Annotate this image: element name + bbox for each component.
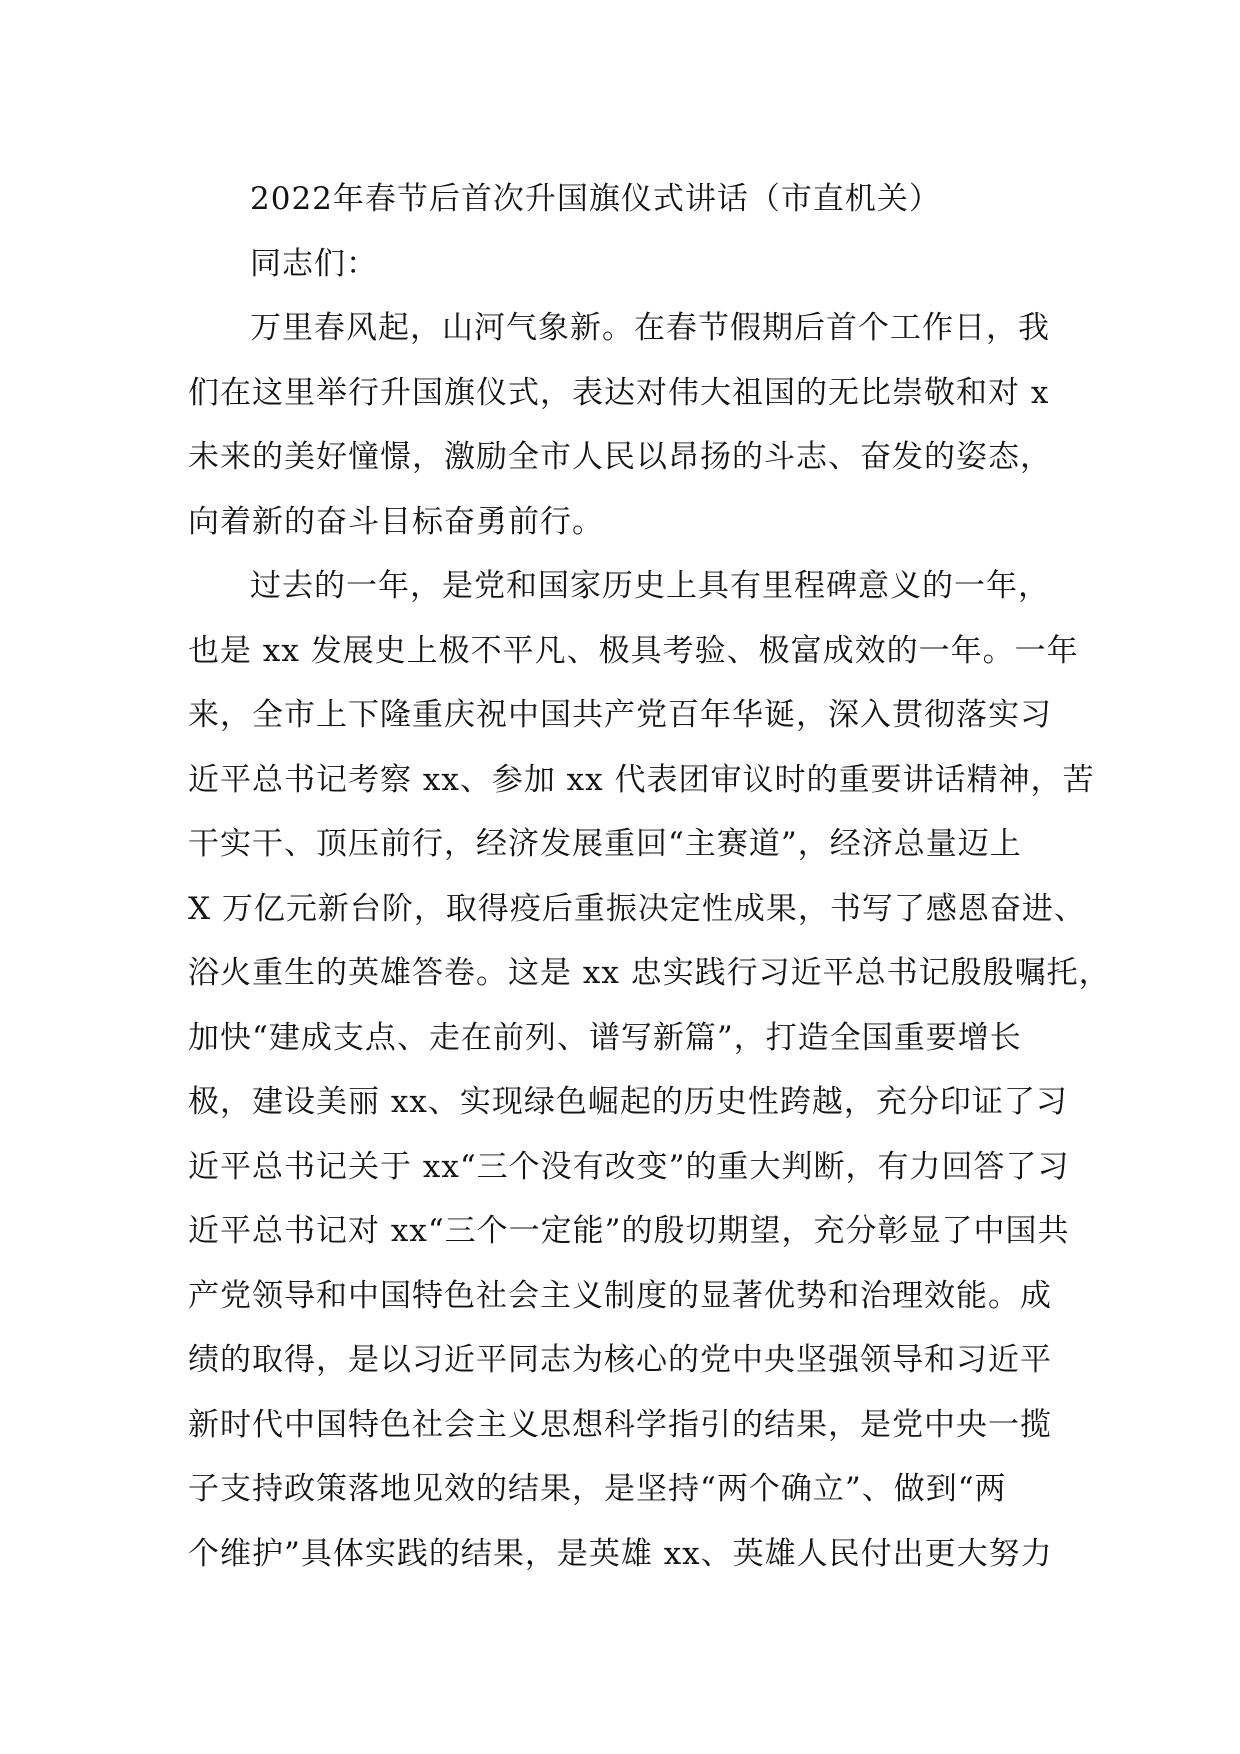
paragraph-line: X 万亿元新台阶，取得疫后重振决定性成果，书写了感恩奋进、 [188, 890, 1086, 927]
paragraph-line: 近平总书记关于 xx“三个没有改变”的重大判断，有力回答了习 [188, 1148, 1070, 1185]
paragraph-line: 近平总书记对 xx“三个一定能”的殷切期望，充分彰显了中国共 [188, 1213, 1070, 1249]
paragraph-line: 子支持政策落地见效的结果，是坚持“两个确立”、做到“两 [188, 1471, 1007, 1507]
paragraph-line: 们在这里举行升国旗仪式，表达对伟大祖国的无比崇敬和对 x [188, 374, 1050, 411]
paragraph-line: 产党领导和中国特色社会主义制度的显著优势和治理效能。成 [188, 1277, 1052, 1314]
document-title: 2022年春节后首次升国旗仪式讲话（市直机关） [250, 181, 941, 217]
paragraph-line: 过去的一年，是党和国家历史上具有里程碑意义的一年， [250, 568, 1050, 604]
paragraph-line: 个维护”具体实践的结果，是英雄 xx、英雄人民付出更大努力 [188, 1535, 1053, 1572]
salutation: 同志们： [250, 245, 378, 282]
paragraph-line: 加快“建成支点、走在前列、谱写新篇”，打造全国重要增长 [188, 1019, 1022, 1056]
document-body [188, 167, 1111, 1586]
paragraph-line: 万里春风起，山河气象新。在春节假期后首个工作日，我 [250, 310, 1050, 346]
paragraph-line: 浴火重生的英雄答卷。这是 xx 忠实践行习近平总书记殷殷嘱托， [188, 955, 1111, 991]
paragraph-line: 绩的取得，是以习近平同志为核心的党中央坚强领导和习近平 [188, 1342, 1052, 1378]
paragraph-1 [188, 296, 1068, 554]
paragraph-line: 未来的美好憧憬，激励全市人民以昂扬的斗志、奋发的姿态， [188, 439, 1052, 475]
paragraph-line: 近平总书记考察 xx、参加 xx 代表团审议时的重要讲话精神，苦 [188, 761, 1095, 798]
paragraph-line: 向着新的奋斗目标奋勇前行。 [188, 503, 604, 540]
paragraph-line: 干实干、顶压前行，经济发展重回“主赛道”，经济总量迈上 [188, 826, 1022, 862]
paragraph-line: 来，全市上下隆重庆祝中国共产党百年华诞，深入贯彻落实习 [188, 697, 1052, 733]
paragraph-line: 极，建设美丽 xx、实现绿色崛起的历史性跨越，充分印证了习 [188, 1084, 1068, 1120]
paragraph-line: 也是 xx 发展史上极不平凡、极具考验、极富成效的一年。一年 [188, 632, 1079, 669]
paragraph-2 [188, 554, 1111, 1586]
paragraph-line: 新时代中国特色社会主义思想科学指引的结果，是党中央一揽 [188, 1406, 1052, 1443]
